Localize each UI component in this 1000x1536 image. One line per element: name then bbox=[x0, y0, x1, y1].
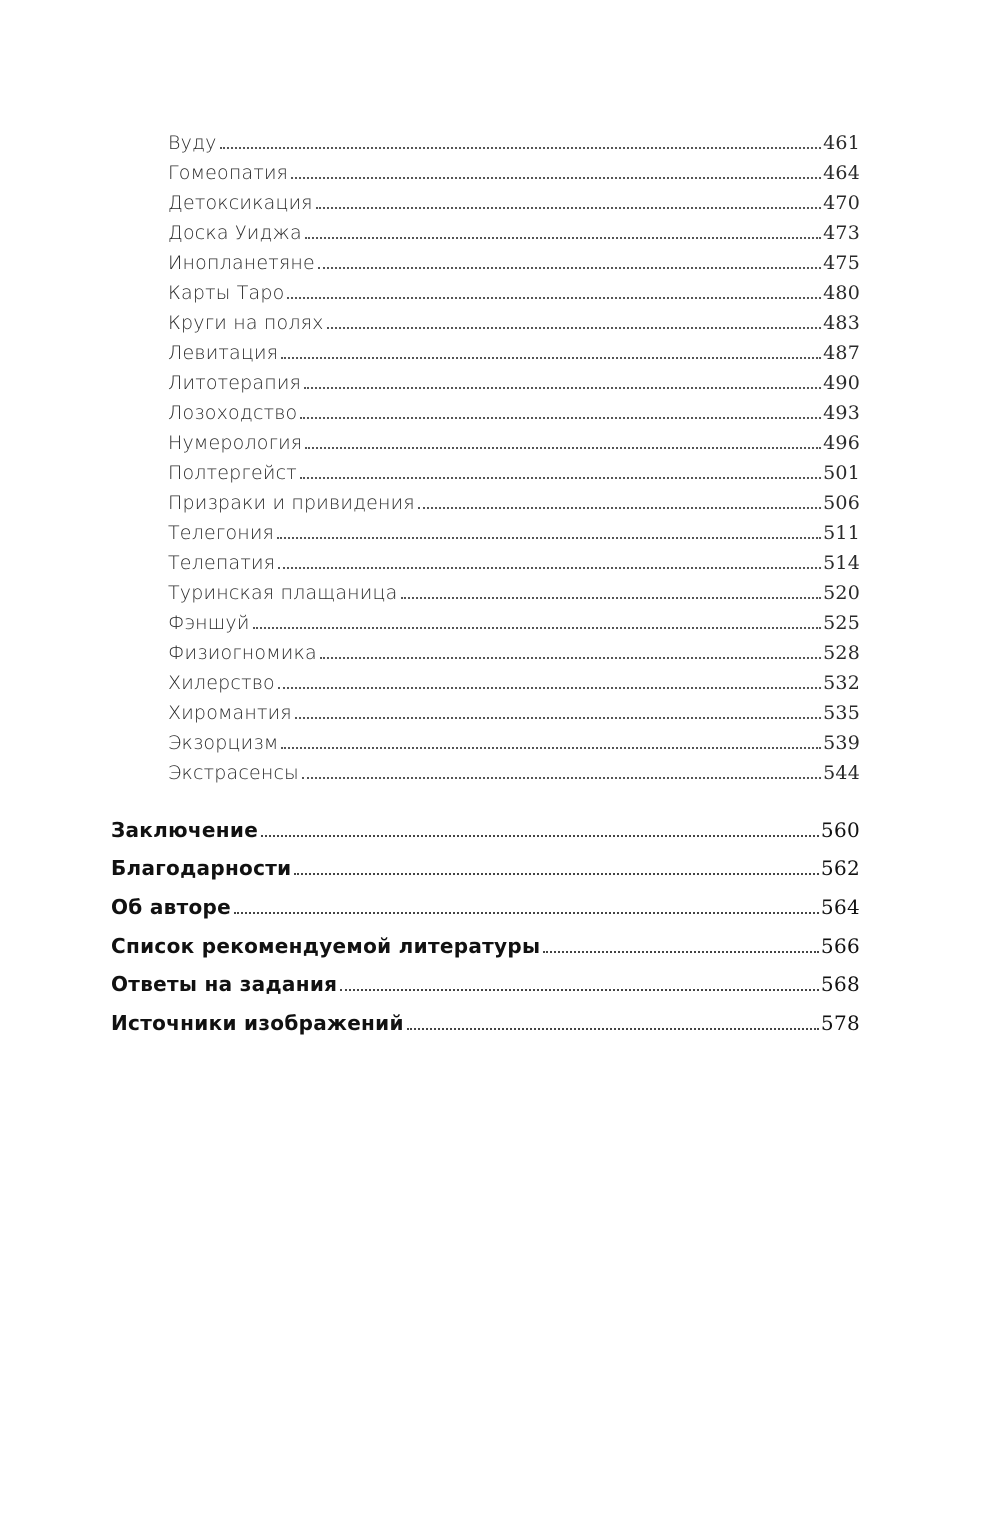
toc-entry[interactable] bbox=[168, 574, 860, 604]
toc-entry-page-number: 470 bbox=[823, 192, 860, 214]
toc-main-entries bbox=[111, 803, 860, 1035]
toc-entry[interactable] bbox=[168, 184, 860, 214]
dot-leader bbox=[304, 387, 821, 389]
toc-entry-title: Детоксикация bbox=[168, 192, 313, 214]
toc-entry-page-number: 483 bbox=[823, 312, 860, 334]
toc-entry[interactable] bbox=[168, 484, 860, 514]
dot-leader bbox=[261, 835, 819, 837]
toc-entry[interactable] bbox=[111, 958, 860, 997]
toc-entry-title: Экзорцизм bbox=[168, 732, 279, 754]
dot-leader bbox=[401, 597, 822, 599]
dot-leader bbox=[278, 567, 821, 569]
dot-leader bbox=[253, 627, 822, 629]
toc-entry[interactable] bbox=[111, 919, 860, 958]
toc-entry[interactable] bbox=[168, 424, 860, 454]
toc-entry-title: Экстрасенсы bbox=[168, 762, 299, 784]
dot-leader bbox=[305, 237, 821, 239]
toc-entry-title: Телегония bbox=[168, 522, 275, 544]
dot-leader bbox=[300, 417, 821, 419]
dot-leader bbox=[295, 717, 821, 719]
toc-entry-page-number: 487 bbox=[823, 342, 860, 364]
toc-entry-page-number: 532 bbox=[823, 672, 860, 694]
toc-entry-page-number: 490 bbox=[823, 372, 860, 394]
dot-leader bbox=[327, 327, 822, 329]
dot-leader bbox=[318, 267, 821, 269]
toc-entry[interactable] bbox=[168, 334, 860, 364]
toc-entry-title: Призраки и привидения bbox=[168, 492, 415, 514]
toc-entry-title: Инопланетяне bbox=[168, 252, 315, 274]
toc-entry-title: Ответы на задания bbox=[111, 972, 338, 997]
toc-entry-title: Левитация bbox=[168, 342, 279, 364]
toc-entry-page-number: 461 bbox=[823, 132, 860, 154]
dot-leader bbox=[281, 747, 821, 749]
toc-entry-title: Вуду bbox=[168, 132, 217, 154]
toc-entry-page-number: 566 bbox=[820, 933, 860, 958]
toc-entry[interactable] bbox=[111, 880, 860, 919]
dot-leader bbox=[220, 147, 822, 149]
dot-leader bbox=[320, 657, 821, 659]
dot-leader bbox=[316, 207, 821, 209]
toc-entry-title: Список рекомендуемой литературы bbox=[111, 933, 541, 958]
dot-leader bbox=[340, 989, 819, 991]
toc-entry[interactable] bbox=[168, 394, 860, 424]
toc-entry[interactable] bbox=[168, 634, 860, 664]
toc-entry-page-number: 568 bbox=[820, 972, 860, 997]
toc-entry[interactable] bbox=[168, 724, 860, 754]
toc-entry-page-number: 473 bbox=[823, 222, 860, 244]
toc-entry-page-number: 562 bbox=[820, 856, 860, 881]
dot-leader bbox=[305, 447, 821, 449]
toc-entry-page-number: 560 bbox=[820, 817, 860, 842]
toc-entry[interactable] bbox=[168, 244, 860, 274]
toc-entry-page-number: 480 bbox=[823, 282, 860, 304]
toc-entry[interactable] bbox=[111, 842, 860, 881]
toc-entry-title: Туринская плащаница bbox=[168, 582, 398, 604]
toc-entry[interactable] bbox=[168, 694, 860, 724]
toc-entry-title: Нумерология bbox=[168, 432, 303, 454]
toc-entry[interactable] bbox=[168, 604, 860, 634]
toc-entry-page-number: 520 bbox=[823, 582, 860, 604]
toc-entry-page-number: 564 bbox=[820, 895, 860, 920]
toc-entry-page-number: 535 bbox=[823, 702, 860, 724]
toc-entry-page-number: 464 bbox=[823, 162, 860, 184]
toc-entry-title: Литотерапия bbox=[168, 372, 302, 394]
toc-entry-title: Доска Уиджа bbox=[168, 222, 302, 244]
toc-entry-page-number: 544 bbox=[823, 762, 860, 784]
dot-leader bbox=[291, 177, 821, 179]
toc-entry-page-number: 511 bbox=[823, 522, 860, 544]
dot-leader bbox=[294, 873, 818, 875]
toc-sub-entries bbox=[168, 124, 860, 784]
toc-entry-page-number: 528 bbox=[823, 642, 860, 664]
dot-leader bbox=[234, 912, 819, 914]
dot-leader bbox=[277, 537, 821, 539]
toc-entry[interactable] bbox=[168, 274, 860, 304]
toc-entry-page-number: 475 bbox=[823, 252, 860, 274]
toc-entry-title: Телепатия bbox=[168, 552, 276, 574]
toc-entry[interactable] bbox=[111, 996, 860, 1035]
toc-entry-page-number: 493 bbox=[823, 402, 860, 424]
toc-entry-title: Об авторе bbox=[111, 895, 231, 920]
toc-entry-page-number: 539 bbox=[823, 732, 860, 754]
dot-leader bbox=[407, 1028, 819, 1030]
toc-entry[interactable] bbox=[168, 304, 860, 334]
toc-entry[interactable] bbox=[168, 514, 860, 544]
dot-leader bbox=[302, 777, 821, 779]
toc-entry[interactable] bbox=[168, 454, 860, 484]
toc-entry[interactable] bbox=[168, 364, 860, 394]
toc-entry[interactable] bbox=[168, 544, 860, 574]
toc-entry-title: Карты Таро bbox=[168, 282, 285, 304]
toc-entry-title: Хиромантия bbox=[168, 702, 292, 724]
dot-leader bbox=[287, 297, 821, 299]
toc-entry-title: Круги на полях bbox=[168, 312, 324, 334]
toc-entry[interactable] bbox=[168, 214, 860, 244]
dot-leader bbox=[543, 951, 819, 953]
toc-entry[interactable] bbox=[168, 124, 860, 154]
toc-entry[interactable] bbox=[168, 664, 860, 694]
toc-entry[interactable] bbox=[111, 803, 860, 842]
toc-entry-page-number: 496 bbox=[823, 432, 860, 454]
toc-entry-page-number: 578 bbox=[820, 1011, 860, 1036]
toc-entry-page-number: 506 bbox=[823, 492, 860, 514]
toc-entry-title: Полтергейст bbox=[168, 462, 297, 484]
toc-entry[interactable] bbox=[168, 754, 860, 784]
toc-entry-page-number: 525 bbox=[823, 612, 860, 634]
toc-entry-title: Источники изображений bbox=[111, 1011, 404, 1036]
dot-leader bbox=[418, 507, 821, 509]
dot-leader bbox=[281, 357, 821, 359]
toc-entry-title: Физиогномика bbox=[168, 642, 317, 664]
toc-entry-title: Фэншуй bbox=[168, 612, 250, 634]
dot-leader bbox=[278, 687, 821, 689]
toc-entry-title: Благодарности bbox=[111, 856, 292, 881]
toc-entry-title: Хилерство bbox=[168, 672, 275, 694]
toc-entry-page-number: 514 bbox=[823, 552, 860, 574]
toc-entry[interactable] bbox=[168, 154, 860, 184]
toc-entry-title: Заключение bbox=[111, 817, 259, 842]
toc-entry-title: Гомеопатия bbox=[168, 162, 289, 184]
toc-entry-page-number: 501 bbox=[823, 462, 860, 484]
dot-leader bbox=[300, 477, 821, 479]
toc-entry-title: Лозоходство bbox=[168, 402, 298, 424]
